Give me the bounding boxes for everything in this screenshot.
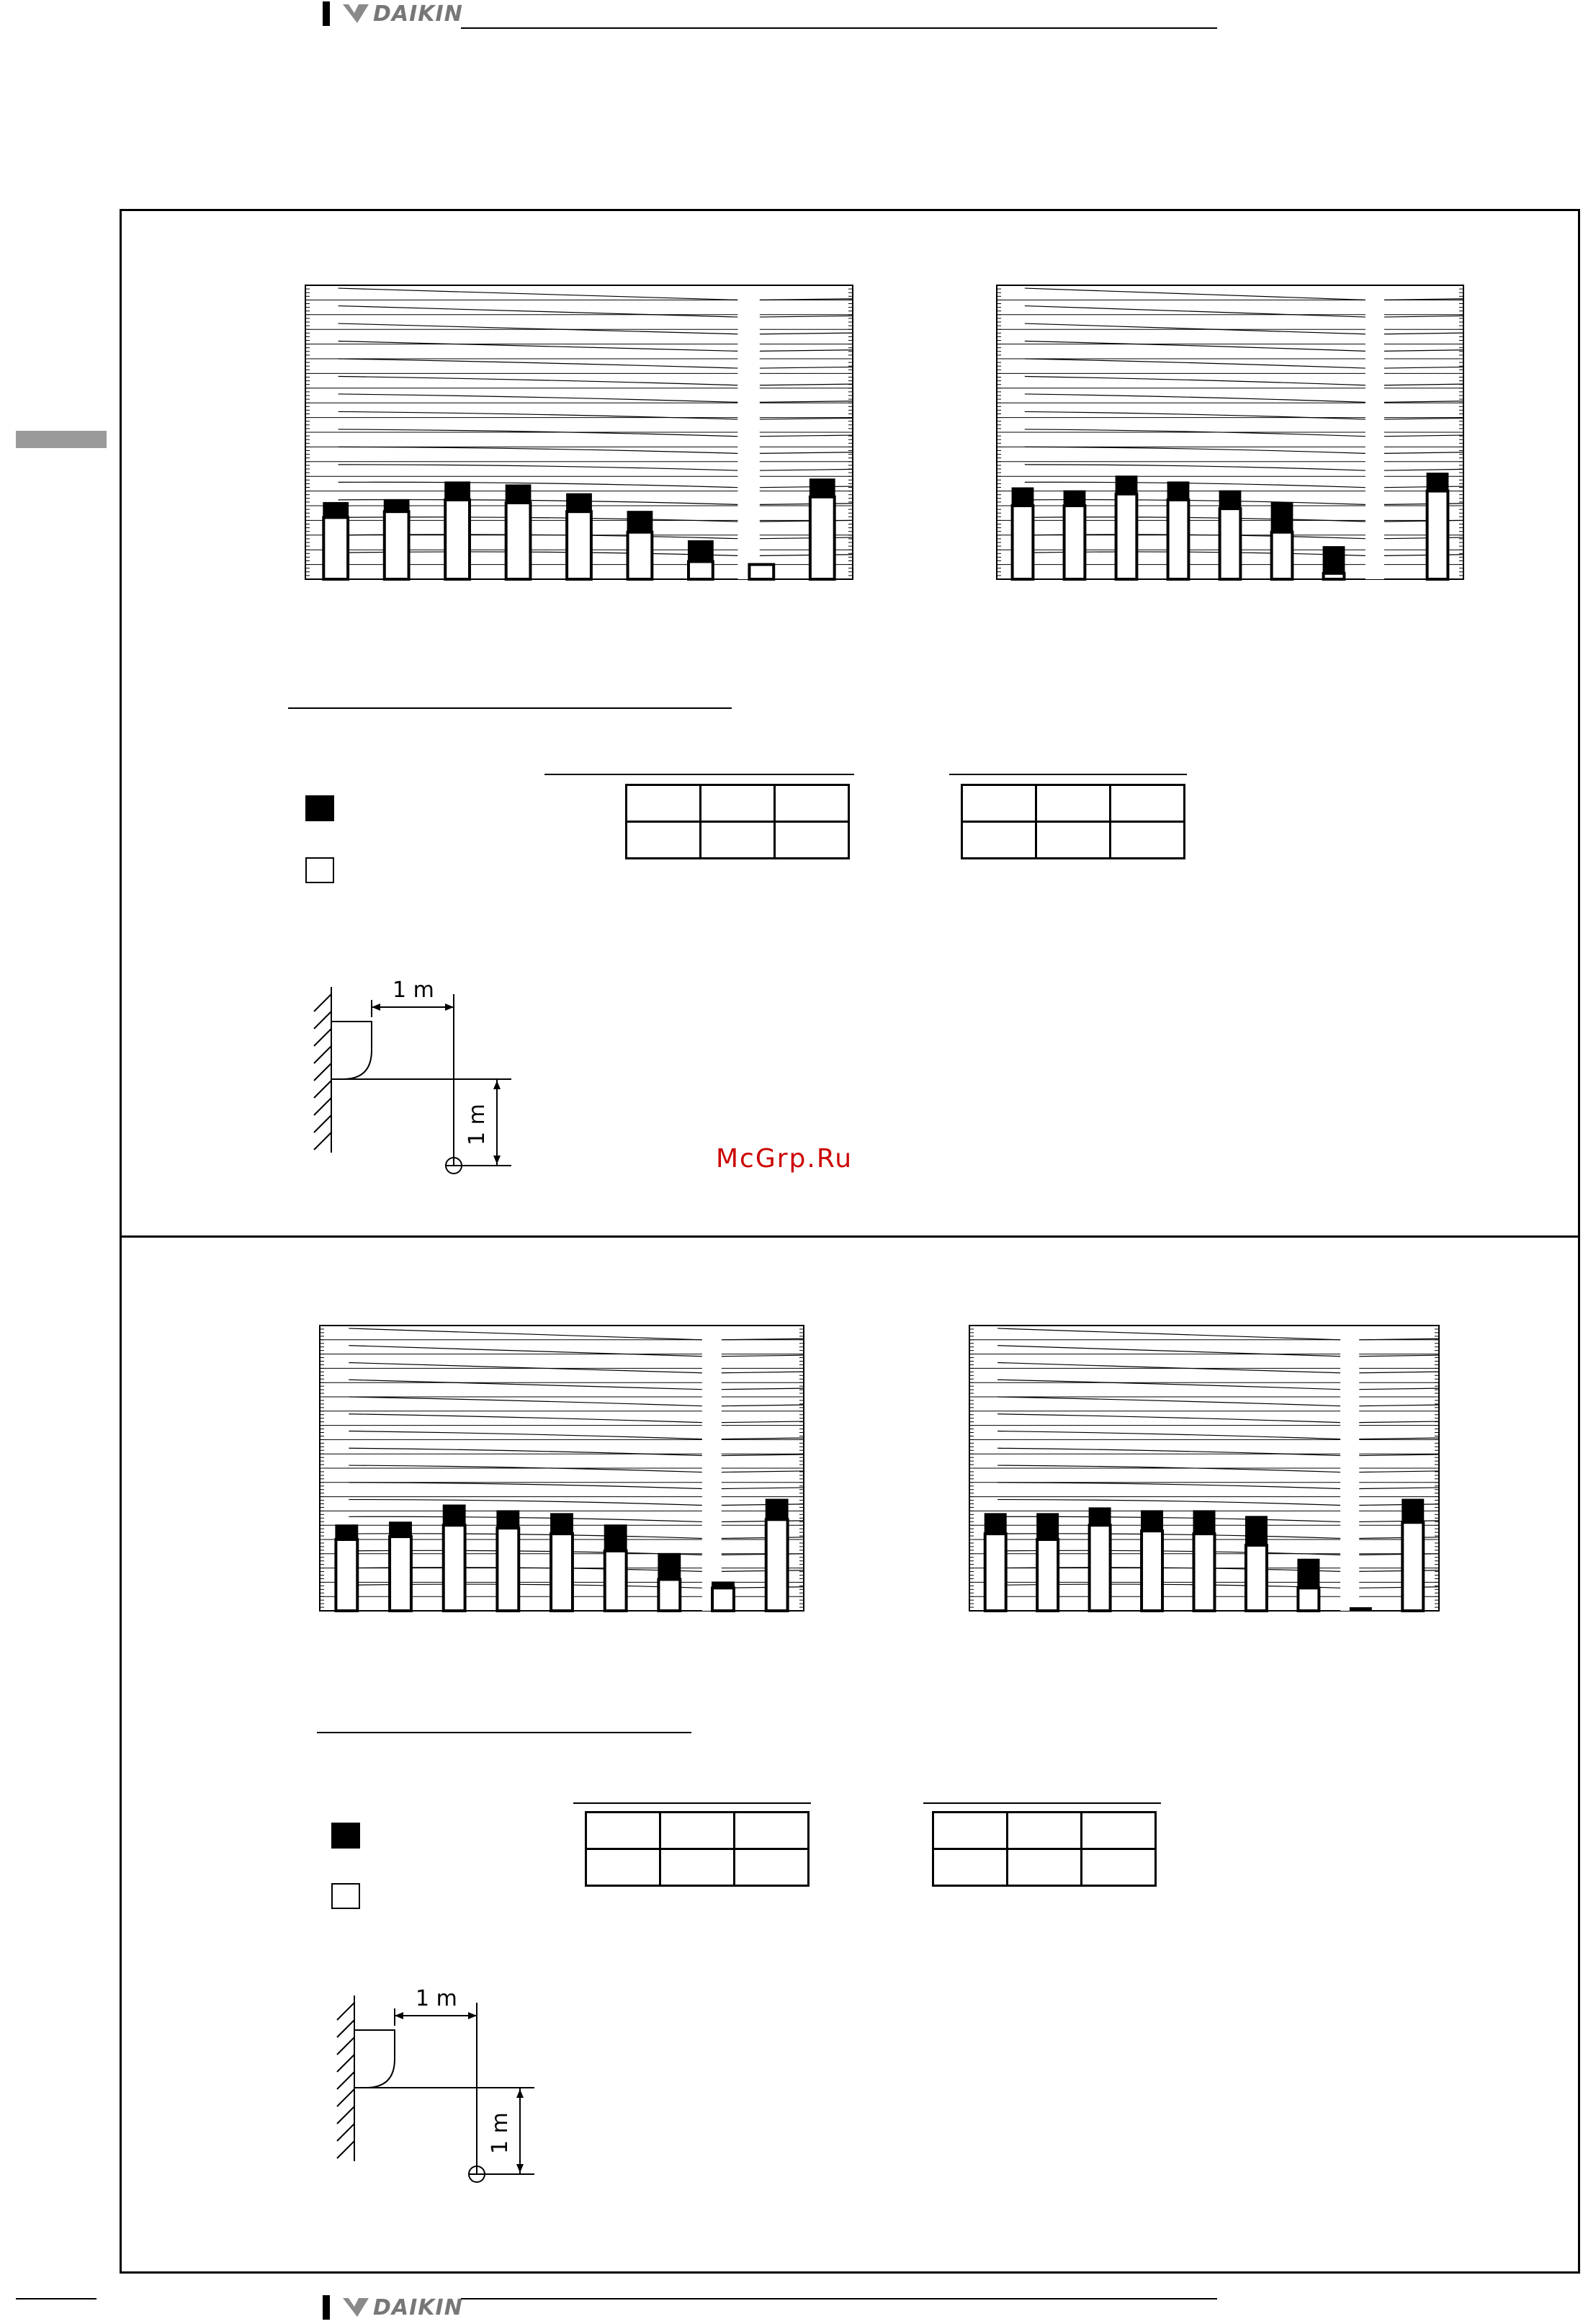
bar-white — [1142, 1531, 1162, 1611]
bar-black — [336, 1525, 357, 1539]
brand-name: DAIKIN — [373, 2294, 463, 2320]
bar-black — [1324, 547, 1345, 573]
bar-black — [1090, 1508, 1111, 1525]
bar-group — [1168, 482, 1189, 579]
table-row — [627, 785, 849, 822]
bar-white — [551, 1534, 573, 1611]
bar-black — [551, 1514, 573, 1534]
lower-table-right — [932, 1811, 1157, 1887]
table-row — [962, 785, 1185, 822]
bar-black — [1246, 1516, 1267, 1545]
bar-group — [712, 1582, 734, 1611]
lower-table-rule-left — [573, 1802, 811, 1804]
bar-white — [1116, 494, 1137, 579]
bar-white — [1168, 500, 1189, 579]
bar-white — [810, 497, 835, 579]
lower-caption-rule — [317, 1732, 691, 1733]
bar-white — [628, 532, 653, 579]
bar-black — [497, 1511, 519, 1528]
bar-white — [712, 1588, 734, 1611]
bar-black — [567, 494, 591, 511]
bar-group — [628, 511, 653, 579]
bar-group — [1064, 491, 1085, 579]
footer-rule-left — [16, 2298, 97, 2300]
bar-black — [628, 511, 653, 532]
dimension-vertical-label: 1 m — [465, 1104, 490, 1145]
bar-black — [810, 479, 835, 496]
bar-white — [658, 1579, 680, 1611]
upper-table-right — [961, 784, 1185, 859]
nc-curves — [349, 1328, 804, 1588]
curve-label-gap — [1365, 297, 1384, 579]
bar-group — [1194, 1511, 1215, 1611]
bar-group — [1324, 547, 1345, 579]
bar-white — [766, 1519, 788, 1611]
bar-white — [1220, 509, 1241, 579]
bar-group — [1116, 476, 1137, 579]
bar-group — [445, 482, 470, 579]
bar-black — [689, 541, 713, 562]
daikin-mark-icon — [341, 2297, 370, 2318]
bar-group — [1090, 1508, 1111, 1611]
bar-group — [567, 494, 591, 579]
upper-table-left — [625, 784, 850, 859]
table-row — [627, 822, 849, 859]
nc-curves — [338, 288, 853, 555]
bar-black — [1168, 482, 1189, 499]
bar-black — [1013, 488, 1033, 506]
bar-black — [385, 500, 409, 511]
bar-group — [689, 541, 713, 579]
nc-curves — [997, 1328, 1439, 1588]
bar-white — [444, 1525, 465, 1611]
bar-black — [605, 1525, 627, 1551]
table-row — [962, 822, 1185, 859]
bar-white — [605, 1551, 627, 1611]
bar-group — [1142, 1511, 1162, 1611]
upper-caption-rule — [288, 707, 732, 709]
bar-group — [766, 1500, 788, 1611]
bar-white — [1090, 1525, 1111, 1611]
bar-black — [1142, 1511, 1162, 1531]
measurement-diagram-upper — [302, 965, 533, 1181]
bar-white — [1246, 1545, 1267, 1611]
bar-white — [567, 511, 591, 579]
upper-table-rule-left — [544, 774, 854, 775]
sound-chart-lower-right — [967, 1323, 1442, 1617]
bar-group — [444, 1505, 465, 1611]
watermark: McGrp.Ru — [716, 1144, 853, 1174]
daikin-mark-icon — [341, 3, 370, 24]
bar-white — [336, 1539, 357, 1611]
bar-group — [1402, 1500, 1423, 1611]
lower-table-left — [585, 1811, 810, 1887]
bar-group — [1350, 1608, 1371, 1611]
bar-group — [1272, 503, 1293, 579]
dimension-horizontal-label: 1 m — [393, 978, 434, 1003]
table-row — [933, 1813, 1156, 1849]
sound-chart-upper-left — [302, 282, 856, 585]
bar-white — [506, 503, 531, 579]
brand-name: DAIKIN — [373, 1, 463, 27]
curve-label-gap — [702, 1337, 722, 1611]
bar-group — [497, 1511, 519, 1611]
table-row — [586, 1813, 809, 1849]
bar-group — [1013, 488, 1033, 579]
bar-black — [658, 1554, 680, 1580]
bar-group — [390, 1522, 411, 1611]
legend-black-swatch-upper — [305, 795, 334, 821]
curve-label-gap — [1340, 1337, 1359, 1611]
upper-table-rule-right — [949, 774, 1187, 775]
bar-white — [445, 500, 470, 579]
bar-white — [497, 1528, 519, 1611]
bar-white — [385, 511, 409, 579]
bar-group — [985, 1514, 1006, 1611]
bar-white — [1272, 532, 1293, 579]
legend-black-swatch-lower — [331, 1823, 360, 1849]
bar-black — [1427, 473, 1448, 491]
bar-white — [1064, 506, 1085, 579]
bar-white — [1013, 506, 1033, 579]
bar-black — [445, 482, 470, 499]
bar-black — [1272, 503, 1293, 532]
bar-white — [1298, 1588, 1319, 1611]
bar-black — [1402, 1500, 1423, 1523]
header-rule — [461, 27, 1217, 29]
bar-group — [1037, 1514, 1058, 1611]
bar-black — [1064, 491, 1085, 506]
bar-black — [766, 1500, 788, 1520]
bar-white — [985, 1534, 1006, 1611]
bar-black — [712, 1582, 734, 1588]
bar-group — [1246, 1516, 1267, 1611]
bar-black — [1220, 491, 1241, 509]
bar-black — [985, 1514, 1006, 1534]
bar-black — [1116, 476, 1137, 493]
bar-group — [605, 1525, 627, 1611]
dimension-horizontal-label: 1 m — [416, 1986, 457, 2011]
bar-group — [323, 503, 348, 579]
dimension-vertical-label: 1 m — [488, 2112, 513, 2154]
bar-black — [323, 503, 348, 517]
bar-white — [390, 1537, 411, 1611]
bar-group — [658, 1554, 680, 1611]
bar-white — [1324, 573, 1345, 579]
section-tab — [16, 431, 107, 448]
bar-group — [1220, 491, 1241, 579]
bar-group — [336, 1525, 357, 1611]
bar-group — [1427, 473, 1448, 579]
bar-group — [551, 1514, 573, 1611]
bar-white — [689, 562, 713, 579]
bar-white — [1402, 1522, 1423, 1611]
bar-white — [749, 565, 773, 579]
bar-black — [444, 1505, 465, 1525]
bar-group — [749, 565, 773, 579]
lower-table-rule-right — [923, 1802, 1161, 1804]
legend-white-swatch-lower — [331, 1883, 360, 1909]
bar-white — [1194, 1534, 1215, 1611]
bar-black — [1298, 1560, 1319, 1588]
bar-group — [810, 479, 835, 579]
table-row — [586, 1849, 809, 1886]
table-row — [933, 1849, 1156, 1886]
legend-white-swatch-upper — [305, 857, 334, 883]
measurement-diagram-lower — [326, 1974, 556, 2190]
bar-white — [323, 517, 348, 579]
bar-black — [1350, 1608, 1371, 1611]
bar-group — [1298, 1560, 1319, 1611]
footer-rule — [461, 2298, 1217, 2300]
bar-black — [1037, 1514, 1058, 1539]
curve-label-gap — [737, 297, 759, 579]
bar-white — [1037, 1539, 1058, 1611]
bar-black — [506, 485, 531, 502]
sound-chart-lower-left — [317, 1323, 807, 1617]
bar-black — [1194, 1511, 1215, 1534]
nc-curves — [1025, 288, 1463, 555]
bar-group — [385, 500, 409, 579]
brand-logo-top — [323, 1, 463, 26]
sound-chart-upper-right — [994, 282, 1466, 585]
bar-black — [390, 1522, 411, 1537]
brand-logo-bottom — [323, 2295, 463, 2320]
bar-group — [506, 485, 531, 579]
bar-white — [1427, 491, 1448, 579]
